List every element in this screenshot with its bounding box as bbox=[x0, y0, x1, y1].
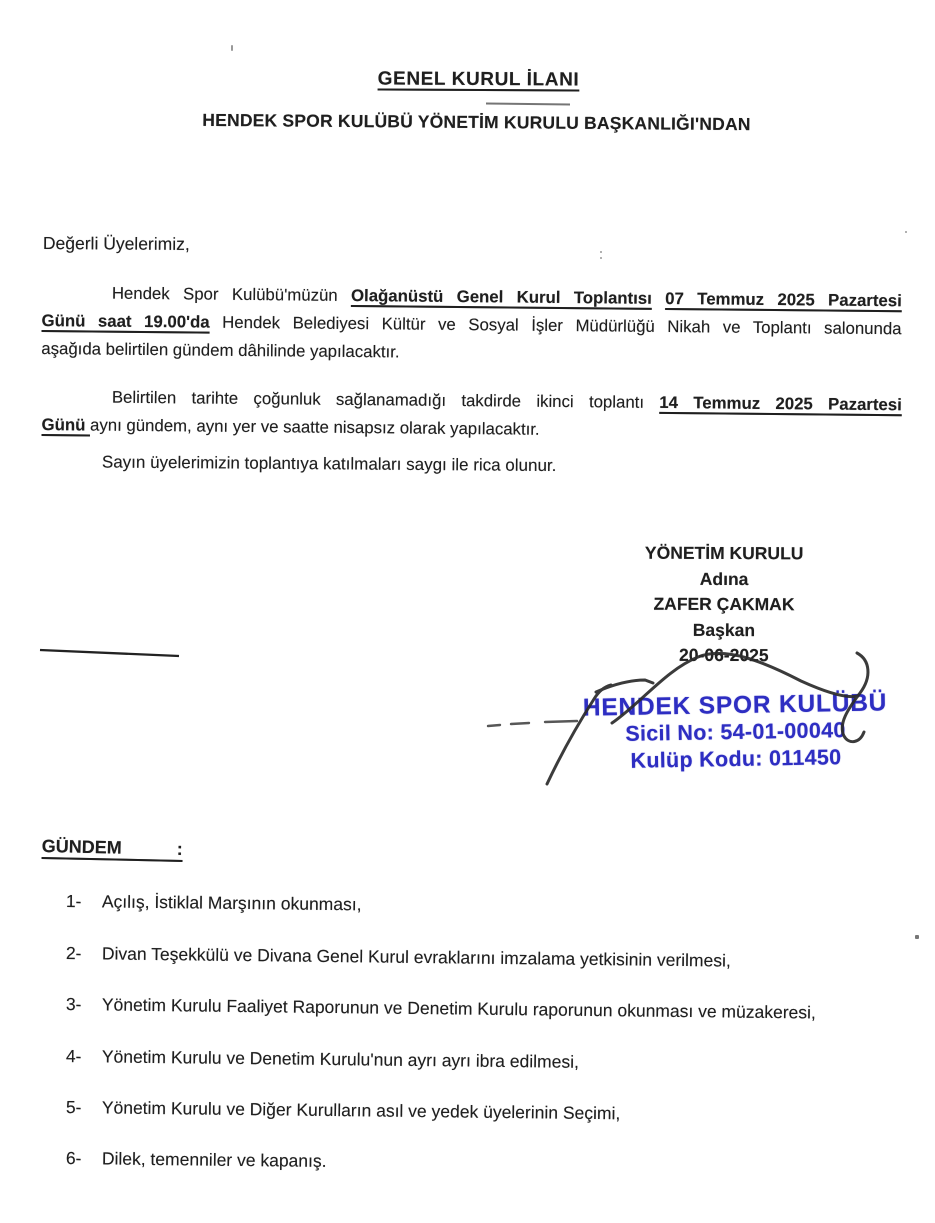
agenda-item-1 bbox=[66, 891, 362, 915]
signature-date: 20-06-2025 bbox=[679, 644, 769, 666]
scan-artifact bbox=[231, 45, 233, 51]
agenda-item-text: Yönetim Kurulu ve Diğer Kurulların asıl ve yedek üyelerinin Seçimi, bbox=[101, 1097, 621, 1124]
signature-dashes bbox=[488, 721, 577, 726]
paragraph-1-text: Hendek Spor Kulübü'müzün bbox=[111, 283, 352, 305]
scan-artifact bbox=[905, 231, 907, 233]
first-meeting-time-emphasis: Günü saat 19.00'da bbox=[41, 310, 210, 332]
page-title-text: GENEL KURUL İLANI bbox=[377, 68, 580, 91]
signature-org: YÖNETİM KURULU bbox=[644, 542, 804, 564]
agenda-item-number: 5- bbox=[65, 1097, 82, 1118]
paragraph-1-line-3: aşağıda belirtilen gündem dâhilinde yapılacaktır. bbox=[41, 338, 400, 362]
agenda-item-2 bbox=[66, 943, 731, 972]
signature-name: ZAFER ÇAKMAK bbox=[653, 593, 795, 615]
agenda-item-number: 6- bbox=[65, 1148, 82, 1169]
salutation: Değerli Üyelerimiz, bbox=[42, 233, 190, 255]
page-title bbox=[11, 67, 935, 94]
scan-artifact bbox=[600, 251, 602, 253]
gap bbox=[652, 289, 666, 308]
paragraph-1-text-2: Hendek Belediyesi Kültür ve Sosyal İşler Müdürlüğü Nikah ve Toplantı salonunda bbox=[209, 312, 902, 339]
blank-line bbox=[40, 650, 179, 656]
paragraph-2 bbox=[41, 383, 901, 447]
paragraph-2-text-2: aynı gündem, aynı yer ve saatte nisapsız olarak yapılacaktır. bbox=[89, 415, 540, 439]
agenda-item-text: Yönetim Kurulu ve Denetim Kurulu'nun ayrı ayrı ibra edilmesi, bbox=[101, 1046, 579, 1072]
second-meeting-day-emphasis: Günü bbox=[41, 414, 91, 435]
scan-artifact bbox=[600, 257, 602, 259]
paragraph-2-text: Belirtilen tarihte çoğunluk sağlanamadığı takdirde ikinci toplantı bbox=[111, 387, 660, 412]
agenda-heading: GÜNDEM : bbox=[41, 836, 183, 859]
club-stamp bbox=[582, 689, 888, 775]
agenda-item-3 bbox=[66, 994, 816, 1024]
document-subtitle: HENDEK SPOR KULÜBÜ YÖNETİM KURULU BAŞKANLIĞI'NDAN bbox=[202, 109, 751, 135]
stamp-registry-number: Sicil No: 54-01-00040 bbox=[625, 718, 846, 746]
agenda-item-text: Yönetim Kurulu Faaliyet Raporunun ve Denetim Kurulu raporunun okunması ve müzakeresi, bbox=[101, 994, 816, 1023]
stamp-club-code: Kulüp Kodu: 011450 bbox=[630, 745, 842, 773]
first-meeting-date-emphasis: 07 Temmuz 2025 Pazartesi bbox=[665, 288, 902, 311]
scan-artifact bbox=[915, 935, 919, 939]
agenda-item-text: Açılış, İstiklal Marşının okunması, bbox=[101, 891, 362, 915]
signature-role: Başkan bbox=[692, 619, 756, 640]
paragraph-3: Sayın üyelerimizin toplantıya katılmaları saygı ile rica olunur. bbox=[101, 452, 557, 476]
stamp-club-name: HENDEK SPOR KULÜBÜ bbox=[582, 689, 888, 722]
title-double-underline bbox=[486, 103, 570, 106]
signature-on-behalf: Adına bbox=[699, 568, 749, 589]
second-meeting-date-emphasis: 14 Temmuz 2025 Pazartesi bbox=[659, 392, 902, 415]
paragraph-1 bbox=[41, 279, 902, 371]
agenda-item-5 bbox=[66, 1097, 621, 1124]
agenda-item-4 bbox=[66, 1046, 579, 1073]
agenda-item-number: 2- bbox=[65, 943, 82, 964]
agenda-item-text: Dilek, temenniler ve kapanış. bbox=[101, 1148, 327, 1171]
agenda-item-number: 3- bbox=[65, 994, 82, 1015]
agenda-item-text: Divan Teşekkülü ve Divana Genel Kurul evraklarını imzalama yetkisinin verilmesi, bbox=[101, 943, 731, 971]
agenda-item-number: 1- bbox=[65, 891, 82, 912]
signature-block bbox=[598, 541, 850, 669]
agenda-item-6 bbox=[66, 1148, 327, 1172]
meeting-name-emphasis: Olağanüstü Genel Kurul Toplantısı bbox=[350, 285, 652, 308]
agenda-item-number: 4- bbox=[65, 1046, 82, 1067]
